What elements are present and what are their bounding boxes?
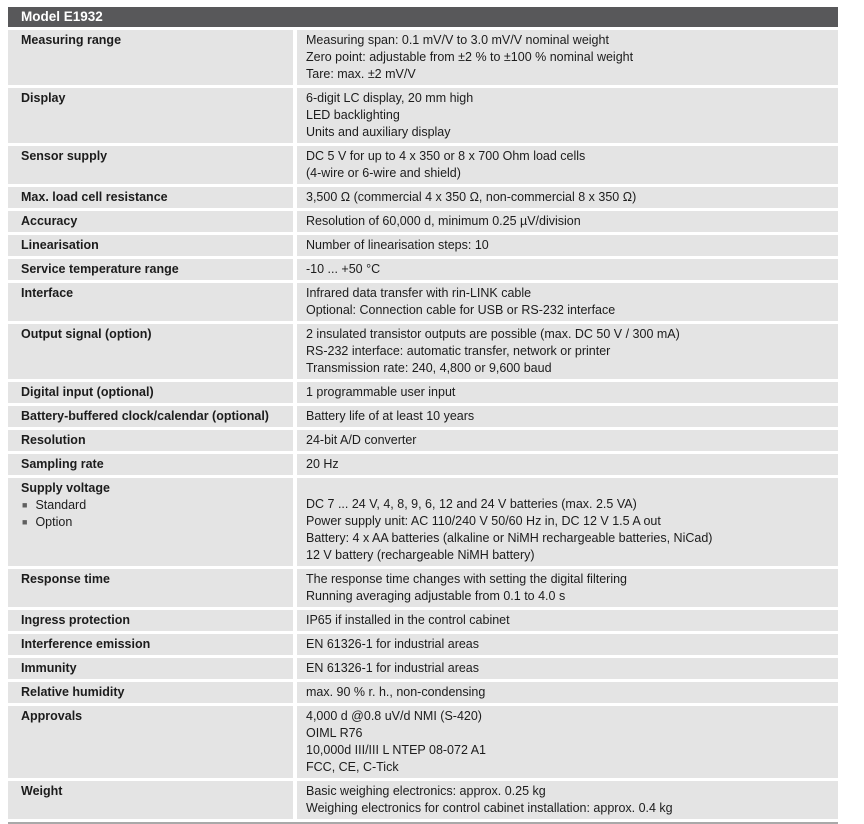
spec-label-cell (8, 706, 293, 778)
spec-value-line: Measuring span: 0.1 mV/V to 3.0 mV/V nominal weight (306, 33, 609, 47)
spec-value-line: LED backlighting (306, 108, 400, 122)
spec-label: Immunity (21, 661, 77, 675)
spec-label-cell (8, 324, 293, 379)
spec-label: Service temperature range (21, 262, 179, 276)
spec-label: Interface (21, 286, 74, 300)
spec-row (8, 211, 838, 232)
spec-label: Approvals (21, 709, 83, 723)
spec-value-line: Weighing electronics for control cabinet installation: approx. 0.4 kg (306, 801, 673, 815)
spec-value-cell (297, 324, 838, 379)
spec-value-line: Transmission rate: 240, 4,800 or 9,600 baud (306, 361, 552, 375)
spec-label-cell (8, 454, 293, 475)
label-bullet-item (21, 497, 287, 514)
spec-row (8, 454, 838, 475)
spec-label: Interference emission (21, 637, 151, 651)
spec-value-cell (297, 478, 838, 566)
spec-label: Resolution (21, 433, 86, 447)
spec-value-line: 6-digit LC display, 20 mm high (306, 91, 474, 105)
spec-row (8, 706, 838, 778)
spec-label-cell (8, 569, 293, 607)
spec-value-line: Infrared data transfer with rin-LINK cable (306, 286, 532, 300)
spec-row (8, 634, 838, 655)
spec-value-line: EN 61326-1 for industrial areas (306, 661, 480, 675)
spec-label-cell (8, 283, 293, 321)
square-bullet-icon: ■ (22, 517, 28, 527)
spec-value-line: The response time changes with setting the digital filtering (306, 572, 628, 586)
spec-value-line: 12 V battery (rechargeable NiMH battery) (306, 548, 535, 562)
spec-label: Accuracy (21, 214, 78, 228)
spec-value-line: Tare: max. ±2 mV/V (306, 67, 416, 81)
spec-value-line: 10,000d III/III L NTEP 08-072 A1 (306, 743, 486, 757)
spec-label-cell (8, 682, 293, 703)
spec-label: Linearisation (21, 238, 99, 252)
spec-value-line: Number of linearisation steps: 10 (306, 238, 489, 252)
spec-value-cell (297, 211, 838, 232)
spec-label-cell (8, 187, 293, 208)
spec-label: Sampling rate (21, 457, 104, 471)
spec-row (8, 259, 838, 280)
spec-rows (8, 30, 838, 819)
spec-value-line: Resolution of 60,000 d, minimum 0.25 µV/division (306, 214, 581, 228)
spec-row (8, 569, 838, 607)
spec-label: Battery-buffered clock/calendar (optional) (21, 409, 269, 423)
spec-label: Output signal (option) (21, 327, 152, 341)
spec-row (8, 658, 838, 679)
spec-row (8, 430, 838, 451)
model-title: Model E1932 (21, 9, 103, 24)
spec-value-line: FCC, CE, C-Tick (306, 760, 399, 774)
spec-label: Weight (21, 784, 63, 798)
spec-value-line: -10 ... +50 °C (306, 262, 381, 276)
spec-row (8, 235, 838, 256)
spec-value-line: 4,000 d @0.8 uV/d NMI (S-420) (306, 709, 482, 723)
spec-label-cell (8, 430, 293, 451)
spec-value-cell (297, 634, 838, 655)
spec-row (8, 382, 838, 403)
bullet-item-label: Option (35, 515, 73, 529)
spec-value-line: Power supply unit: AC 110/240 V 50/60 Hz in, DC 12 V 1.5 A out (306, 514, 661, 528)
spec-row (8, 781, 838, 819)
spec-label-cell (8, 781, 293, 819)
spec-value-line: 2 insulated transistor outputs are possible (max. DC 50 V / 300 mA) (306, 327, 680, 341)
spec-value-line: 3,500 Ω (commercial 4 x 350 Ω, non-commercial 8 x 350 Ω) (306, 190, 637, 204)
spec-row (8, 283, 838, 321)
label-bullet-item (21, 514, 287, 531)
spec-label-cell (8, 382, 293, 403)
spec-row (8, 682, 838, 703)
spec-value-line: 24-bit A/D converter (306, 433, 417, 447)
spec-value-line: max. 90 % r. h., non-condensing (306, 685, 486, 699)
spec-value-cell (297, 406, 838, 427)
spec-value-line: OIML R76 (306, 726, 363, 740)
spec-value-cell (297, 283, 838, 321)
spec-row (8, 324, 838, 379)
spec-label-cell (8, 146, 293, 184)
spec-row (8, 146, 838, 184)
bullet-item-label: Standard (35, 498, 87, 512)
spec-value-line: DC 7 ... 24 V, 4, 8, 9, 6, 12 and 24 V batteries (max. 2.5 VA) (306, 497, 637, 511)
spec-value-line: Battery life of at least 10 years (306, 409, 475, 423)
spec-row (8, 187, 838, 208)
spec-value-line: Running averaging adjustable from 0.1 to 4.0 s (306, 589, 566, 603)
square-bullet-icon: ■ (22, 500, 28, 510)
spec-row (8, 610, 838, 631)
spec-value-cell (297, 259, 838, 280)
spec-value-cell (297, 682, 838, 703)
spec-label: Sensor supply (21, 149, 108, 163)
spec-label-cell (8, 658, 293, 679)
spec-label: Response time (21, 572, 110, 586)
spec-value-cell (297, 235, 838, 256)
spec-value-line: Battery: 4 x AA batteries (alkaline or NiMH rechargeable batteries, NiCad) (306, 531, 713, 545)
spec-label-cell (8, 610, 293, 631)
spec-label-cell (8, 235, 293, 256)
spec-value-line: Optional: Connection cable for USB or RS-232 interface (306, 303, 616, 317)
spec-label: Supply voltage (21, 481, 110, 495)
spec-value-cell (297, 430, 838, 451)
spec-value-cell (297, 658, 838, 679)
spec-label: Relative humidity (21, 685, 125, 699)
spec-value-line: IP65 if installed in the control cabinet (306, 613, 510, 627)
spec-label-cell (8, 634, 293, 655)
spec-value-line: Units and auxiliary display (306, 125, 451, 139)
spec-label-cell (8, 478, 293, 566)
spec-value-line: Basic weighing electronics: approx. 0.25 kg (306, 784, 546, 798)
spec-value-cell (297, 454, 838, 475)
spec-value-line: EN 61326-1 for industrial areas (306, 637, 480, 651)
spec-value-cell (297, 187, 838, 208)
spec-label: Ingress protection (21, 613, 131, 627)
spec-value-line: 1 programmable user input (306, 385, 456, 399)
spec-label: Measuring range (21, 33, 122, 47)
spec-value-cell (297, 382, 838, 403)
spec-row (8, 30, 838, 85)
spec-label: Max. load cell resistance (21, 190, 168, 204)
spec-label: Display (21, 91, 66, 105)
spec-label-cell (8, 259, 293, 280)
spec-value-cell (297, 30, 838, 85)
spec-value-cell (297, 146, 838, 184)
spec-value-line: RS-232 interface: automatic transfer, network or printer (306, 344, 611, 358)
spec-value-cell (297, 569, 838, 607)
spec-value-line: Zero point: adjustable from ±2 % to ±100 % nominal weight (306, 50, 634, 64)
spec-value-cell (297, 88, 838, 143)
table-header-bar (8, 7, 838, 27)
spec-value-cell (297, 610, 838, 631)
spec-value-cell (297, 781, 838, 819)
spec-row (8, 406, 838, 427)
spec-row (8, 478, 838, 566)
spec-value-line: (4-wire or 6-wire and shield) (306, 166, 461, 180)
spec-row (8, 88, 838, 143)
spec-label: Digital input (optional) (21, 385, 154, 399)
spec-label-cell (8, 30, 293, 85)
spec-value-cell (297, 706, 838, 778)
spec-label-cell (8, 406, 293, 427)
spec-label-cell (8, 211, 293, 232)
spec-value-line: DC 5 V for up to 4 x 350 or 8 x 700 Ohm load cells (306, 149, 586, 163)
spec-table (8, 7, 838, 824)
spec-value-line: 20 Hz (306, 457, 339, 471)
spec-label-cell (8, 88, 293, 143)
